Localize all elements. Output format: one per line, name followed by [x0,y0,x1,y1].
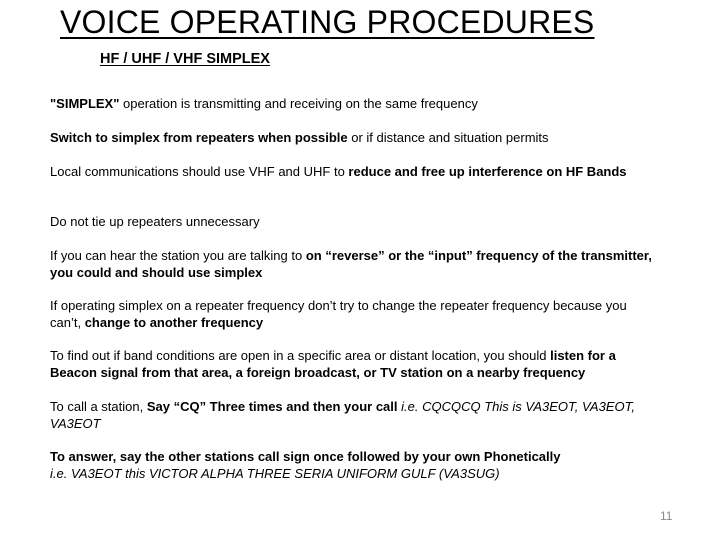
paragraph-switch-to-simplex [50,129,660,146]
switch-to-simplex-emphasis: Switch to simplex from repeaters when possible [50,130,348,145]
call-station-text: To call a station, [50,399,147,414]
band-conditions-text: To find out if band conditions are open in a specific area or distant location, you should [50,348,551,363]
reverse-frequency-text: If you can hear the station you are talking to [50,248,306,263]
paragraph-repeater-frequency [50,297,660,331]
paragraph-do-not-tie-up [50,213,660,230]
switch-to-simplex-text: or if distance and situation permits [347,130,549,145]
local-communications-text: Local communications should use VHF and UHF to [50,164,349,179]
do-not-tie-up-text: Do not tie up repeaters unnecessary [50,214,260,229]
paragraph-call-station [50,398,660,432]
repeater-frequency-emphasis: change to another frequency [84,315,264,330]
paragraph-answer [50,448,660,482]
answer-instruction: To answer, say the other stations call sign once followed by your own Phonetically [50,449,561,464]
repeater-frequency-text: If operating simplex on a repeater frequency don’t try to change the repeater frequency because you can’t, [50,298,627,330]
call-station-example: i.e. CQCQCQ This is VA3EOT, VA3EOT, VA3EOT [50,399,635,431]
paragraph-band-conditions [50,347,660,381]
slide-subtitle: HF / UHF / VHF SIMPLEX [100,51,270,67]
band-conditions-emphasis: listen for a Beacon signal from that area, a foreign broadcast, or TV station on a nearby frequency [50,348,616,380]
paragraph-simplex-definition [50,95,660,112]
reverse-frequency-emphasis: on “reverse” or the “input” frequency of the transmitter, you could and should use simplex [50,248,652,280]
call-station-emphasis: Say “CQ” Three times and then your call [146,399,398,414]
page-number: 11 [660,509,673,523]
simplex-term: "SIMPLEX" [50,96,120,111]
answer-example: i.e. VA3EOT this VICTOR ALPHA THREE SERIA UNIFORM GULF (VA3SUG) [50,466,500,481]
local-communications-emphasis: reduce and free up interference on HF Bands [348,164,627,179]
simplex-definition-text: operation is transmitting and receiving on the same frequency [119,96,478,111]
paragraph-local-communications [50,163,660,180]
paragraph-reverse-frequency [50,247,660,281]
slide-title: VOICE OPERATING PROCEDURES [60,4,595,40]
